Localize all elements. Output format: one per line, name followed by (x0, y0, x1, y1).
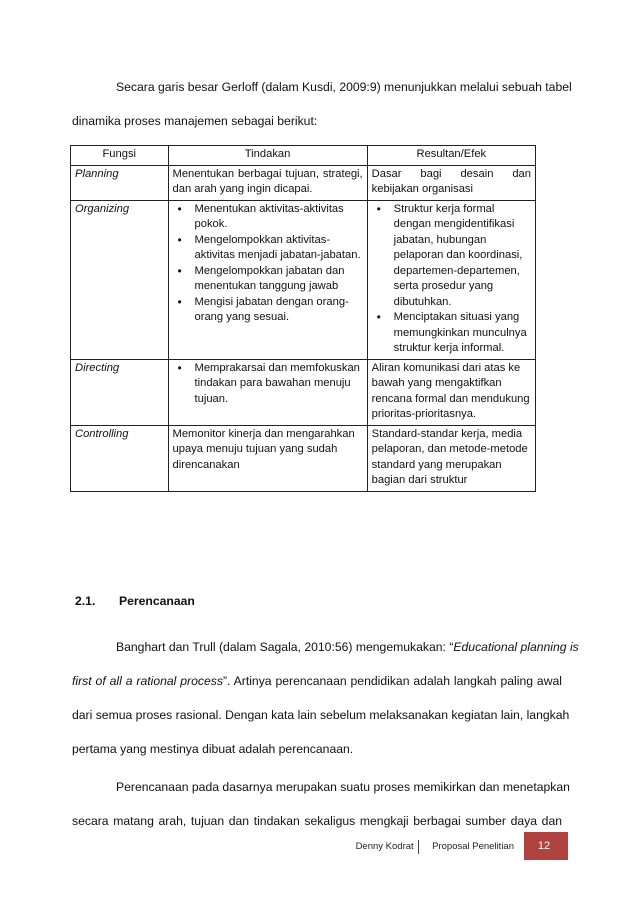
section-heading (75, 594, 195, 608)
resultan-cell (367, 200, 535, 359)
para1-line-3: dari semua proses rasional. Dengan kata lain sebelum melaksanakan kegiatan lain, langkah (72, 708, 570, 722)
intro-line-1: Secara garis besar Gerloff (dalam Kusdi, 2009:9) menunjukkan melalui sebuah tabel (116, 80, 572, 94)
header-fungsi: Fungsi (71, 146, 169, 166)
table-row (71, 425, 536, 491)
resultan-cell: Aliran komunikasi dari atas ke bawah yang mengaktifkan rencana formal dan mendukung prioritas-prioritasnya. (367, 359, 535, 425)
list-item: • Mengelompokkan jabatan dan menentukan tanggung jawab (195, 264, 363, 295)
page-footer (0, 832, 638, 860)
intro-line-2: dinamika proses manajemen sebagai berikut: (72, 114, 318, 128)
tindakan-list (173, 202, 363, 326)
table-header-row (71, 146, 536, 166)
table-row (71, 165, 536, 200)
list-item: • Menciptakan situasi yang memungkinkan munculnya struktur kerja informal. (394, 310, 531, 357)
resultan-cell: Standard-standar kerja, media pelaporan, dan metode-metode standard yang merupakan bagian dari struktur (367, 425, 535, 491)
table-row (71, 359, 536, 425)
fungsi-cell: Controlling (71, 425, 169, 491)
para1-text: ”. Artinya perencanaan pendidikan adalah langkah paling awal (222, 674, 562, 688)
section-number: 2.1. (75, 594, 96, 608)
list-item: • Memprakarsai dan memfokuskan tindakan para bawahan menuju tujuan. (195, 361, 363, 408)
tindakan-cell: Memonitor kinerja dan mengarahkan upaya menuju tujuan yang sudah direncanakan (168, 425, 367, 491)
para2-line-2: secara matang arah, tujuan dan tindakan sekaligus mengkaji berbagai sumber daya dan (72, 814, 562, 828)
tindakan-cell: Menentukan berbagai tujuan, strategi, dan arah yang ingin dicapai. (168, 165, 367, 200)
fungsi-cell: Organizing (71, 200, 169, 359)
tindakan-cell (168, 200, 367, 359)
management-process-table (70, 145, 536, 492)
list-item: • Struktur kerja formal dengan mengidentifikasi jabatan, hubungan pelaporan dan koordinasi, departemen-departemen, serta prosedur yang dibutuhkan. (394, 202, 531, 311)
footer-author: Denny Kodrat Proposal Penelitian (355, 841, 514, 852)
para2-line-1: Perencanaan pada dasarnya merupakan suatu proses memikirkan dan menetapkan (116, 780, 570, 794)
list-item: • Menentukan aktivitas-aktivitas pokok. (195, 202, 363, 233)
fungsi-cell: Directing (71, 359, 169, 425)
footer-divider (418, 840, 419, 854)
para1-text: Banghart dan Trull (dalam Sagala, 2010:56) mengemukakan: “ (116, 640, 454, 654)
list-item: • Mengisi jabatan dengan orang-orang yang sesuai. (195, 295, 363, 326)
para1-line-4: pertama yang mestinya dibuat adalah perencanaan. (72, 742, 354, 756)
para1-quote: first of all a rational process (72, 674, 223, 688)
tindakan-cell (168, 359, 367, 425)
table-row (71, 200, 536, 359)
para1-line-1 (72, 640, 579, 654)
header-resultan: Resultan/Efek (367, 146, 535, 166)
page-number: 12 (537, 840, 551, 852)
header-tindakan: Tindakan (168, 146, 367, 166)
para1-quote: Educational planning is (453, 640, 579, 654)
list-item: • Mengelompokkan aktivitas-aktivitas menjadi jabatan-jabatan. (195, 233, 363, 264)
para1-line-2 (72, 674, 562, 688)
section-title: Perencanaan (119, 594, 195, 608)
fungsi-cell: Planning (71, 165, 169, 200)
resultan-cell: Dasar bagi desain dan kebijakan organisasi (367, 165, 535, 200)
resultan-list (372, 202, 531, 357)
tindakan-list (173, 361, 363, 408)
